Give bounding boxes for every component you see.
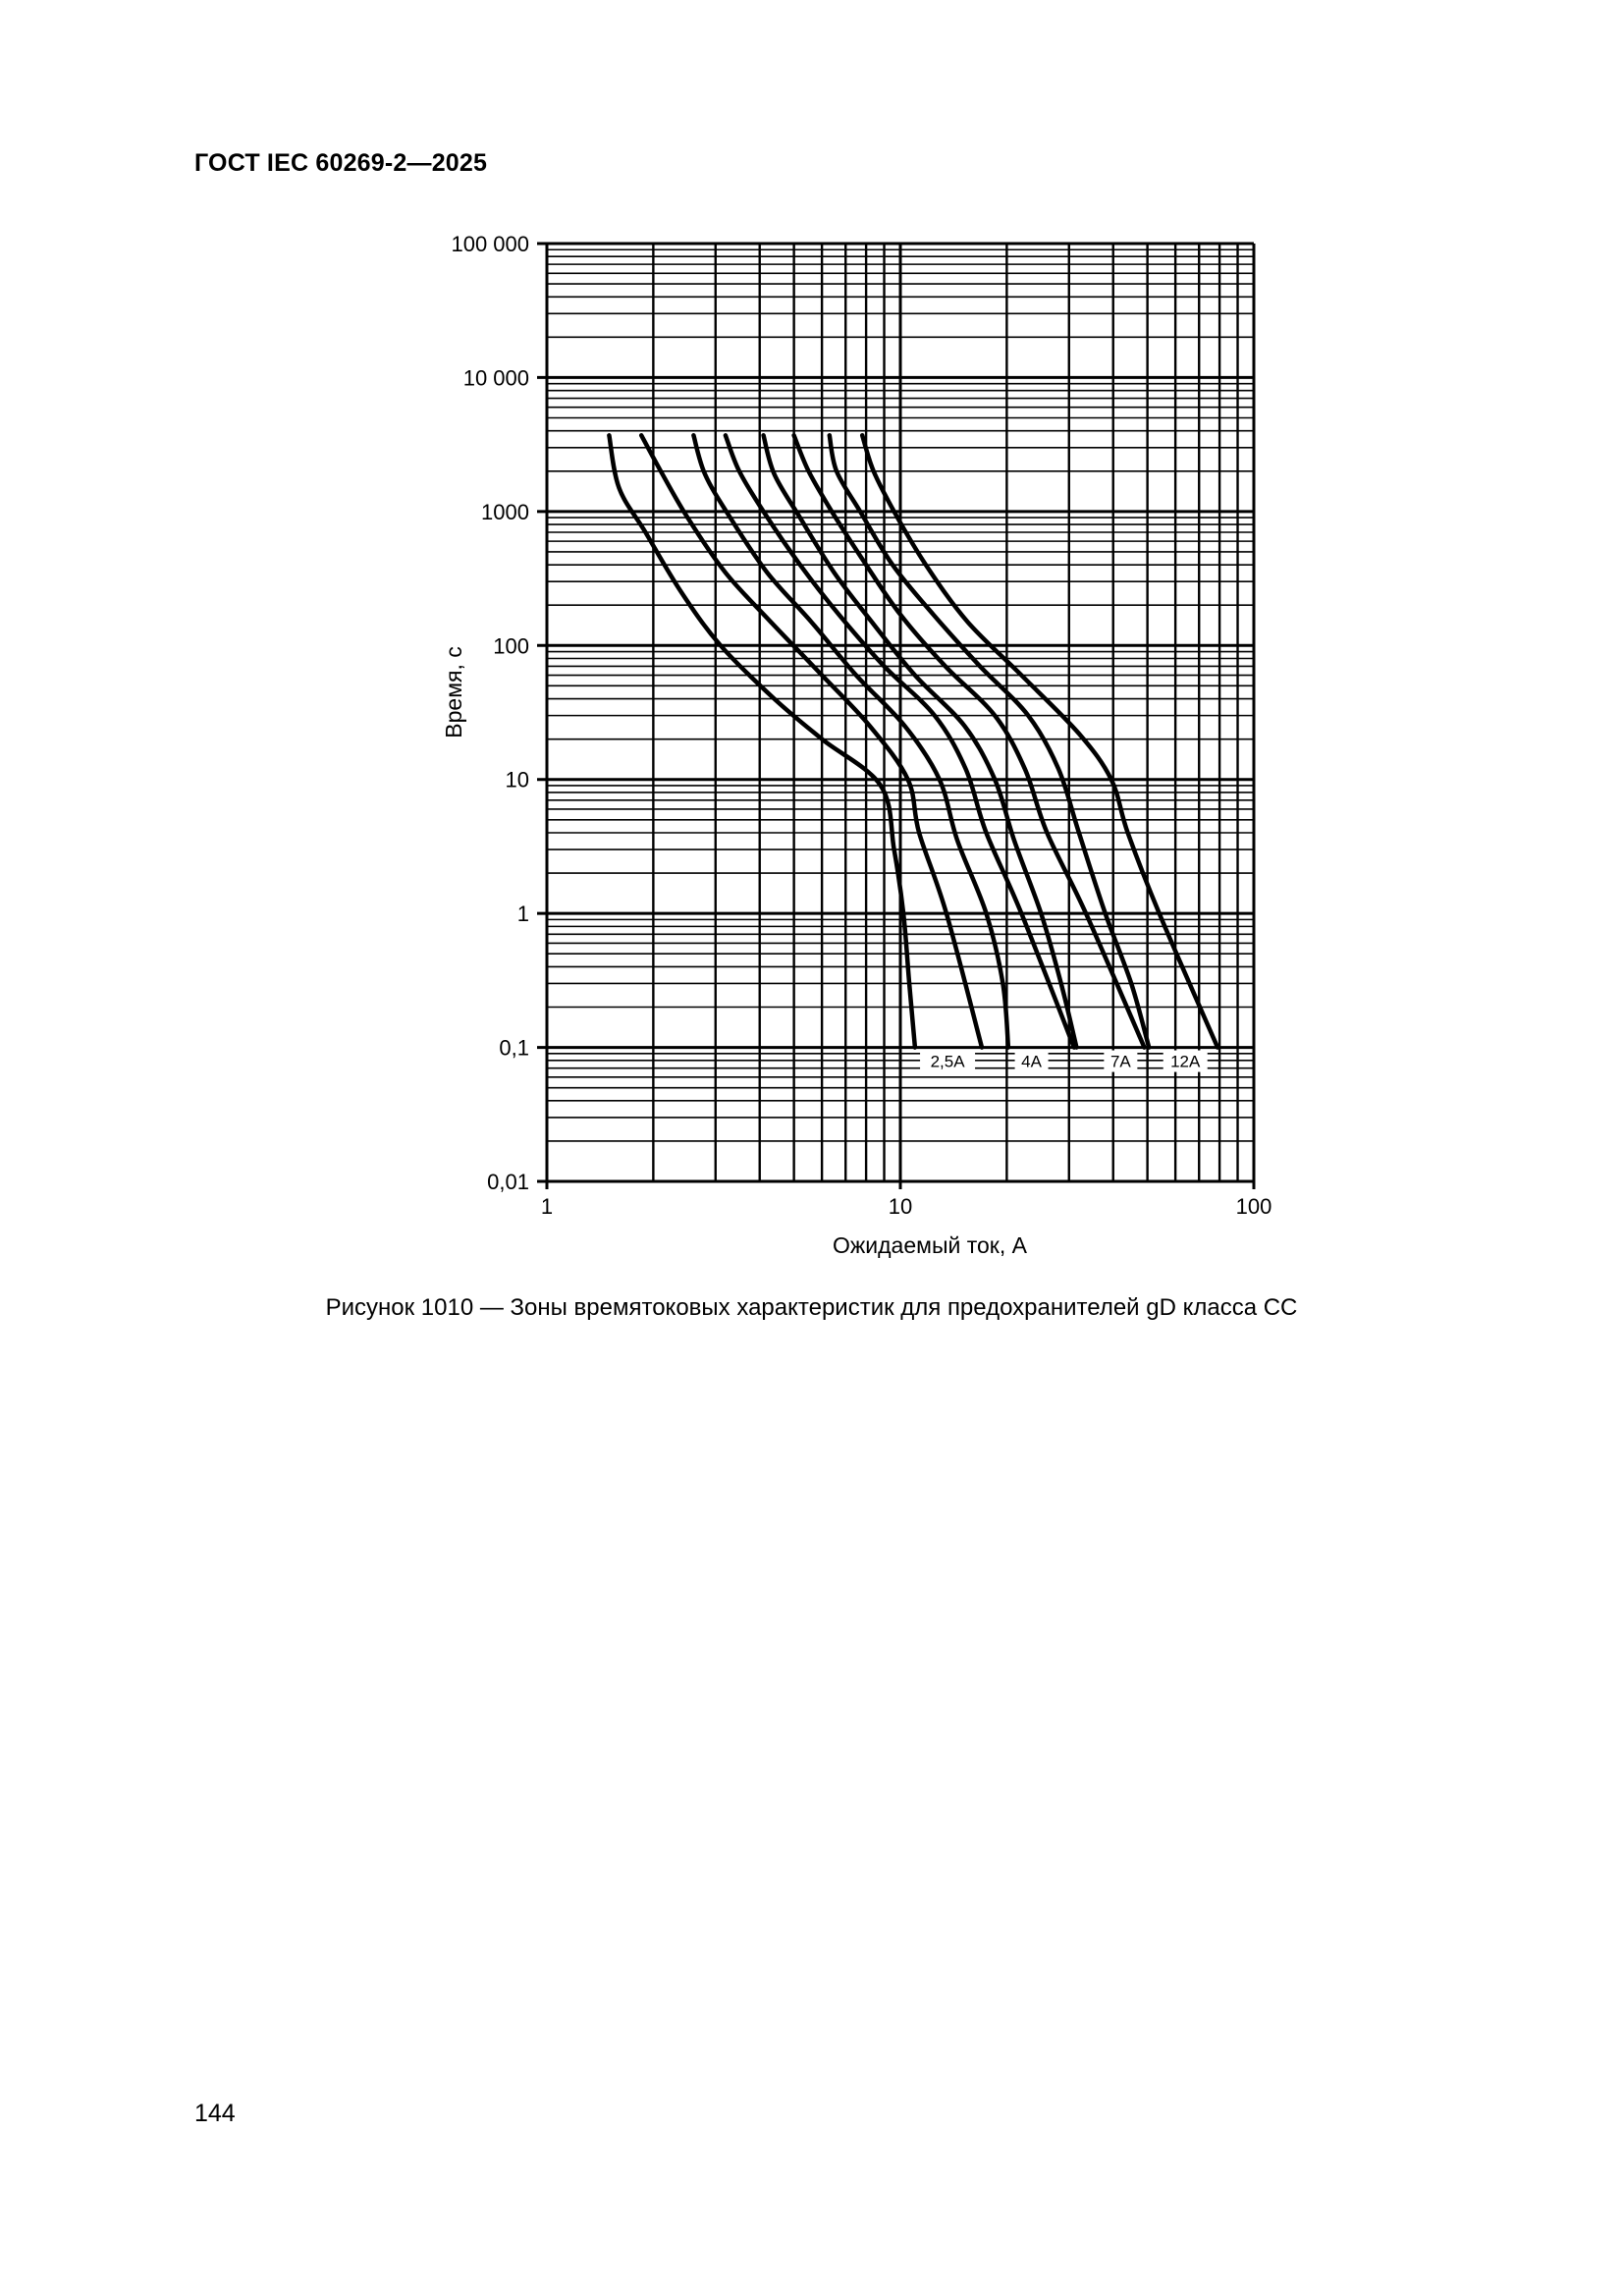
y-tick-label: 1 — [516, 902, 529, 927]
y-tick-label: 10 000 — [462, 365, 529, 391]
y-tick-label: 10 — [505, 767, 529, 793]
rating-label: 4A — [1021, 1052, 1042, 1071]
curve-2 — [641, 435, 982, 1047]
x-axis-label: Ожидаемый ток, А — [833, 1232, 1027, 1258]
rating-label: 2,5A — [930, 1052, 965, 1071]
curve-3 — [693, 435, 1008, 1047]
curve-7 — [830, 435, 1149, 1047]
y-tick-label: 0,1 — [499, 1035, 529, 1061]
rating-label: 12A — [1170, 1052, 1201, 1071]
y-tick-label: 100 000 — [451, 232, 529, 256]
rating-label: 7A — [1109, 1052, 1131, 1071]
y-tick-label: 1000 — [481, 499, 529, 524]
tick-labels — [451, 232, 1271, 1219]
x-tick-label: 1 — [540, 1194, 554, 1219]
x-tick-label: 100 — [1235, 1194, 1272, 1219]
y-tick-label: 0,01 — [487, 1170, 529, 1194]
y-tick-label: 100 — [493, 633, 529, 659]
curve-5 — [764, 435, 1077, 1047]
document-header: ГОСТ IEC 60269-2—2025 — [194, 149, 488, 177]
y-axis-label: Время, с — [441, 646, 466, 738]
page-number: 144 — [194, 2100, 236, 2127]
curves — [609, 435, 1217, 1047]
figure-caption: Рисунок 1010 — Зоны времятоковых характеристик для предохранителей gD класса CC — [325, 1294, 1298, 1321]
x-tick-label: 10 — [888, 1194, 913, 1219]
